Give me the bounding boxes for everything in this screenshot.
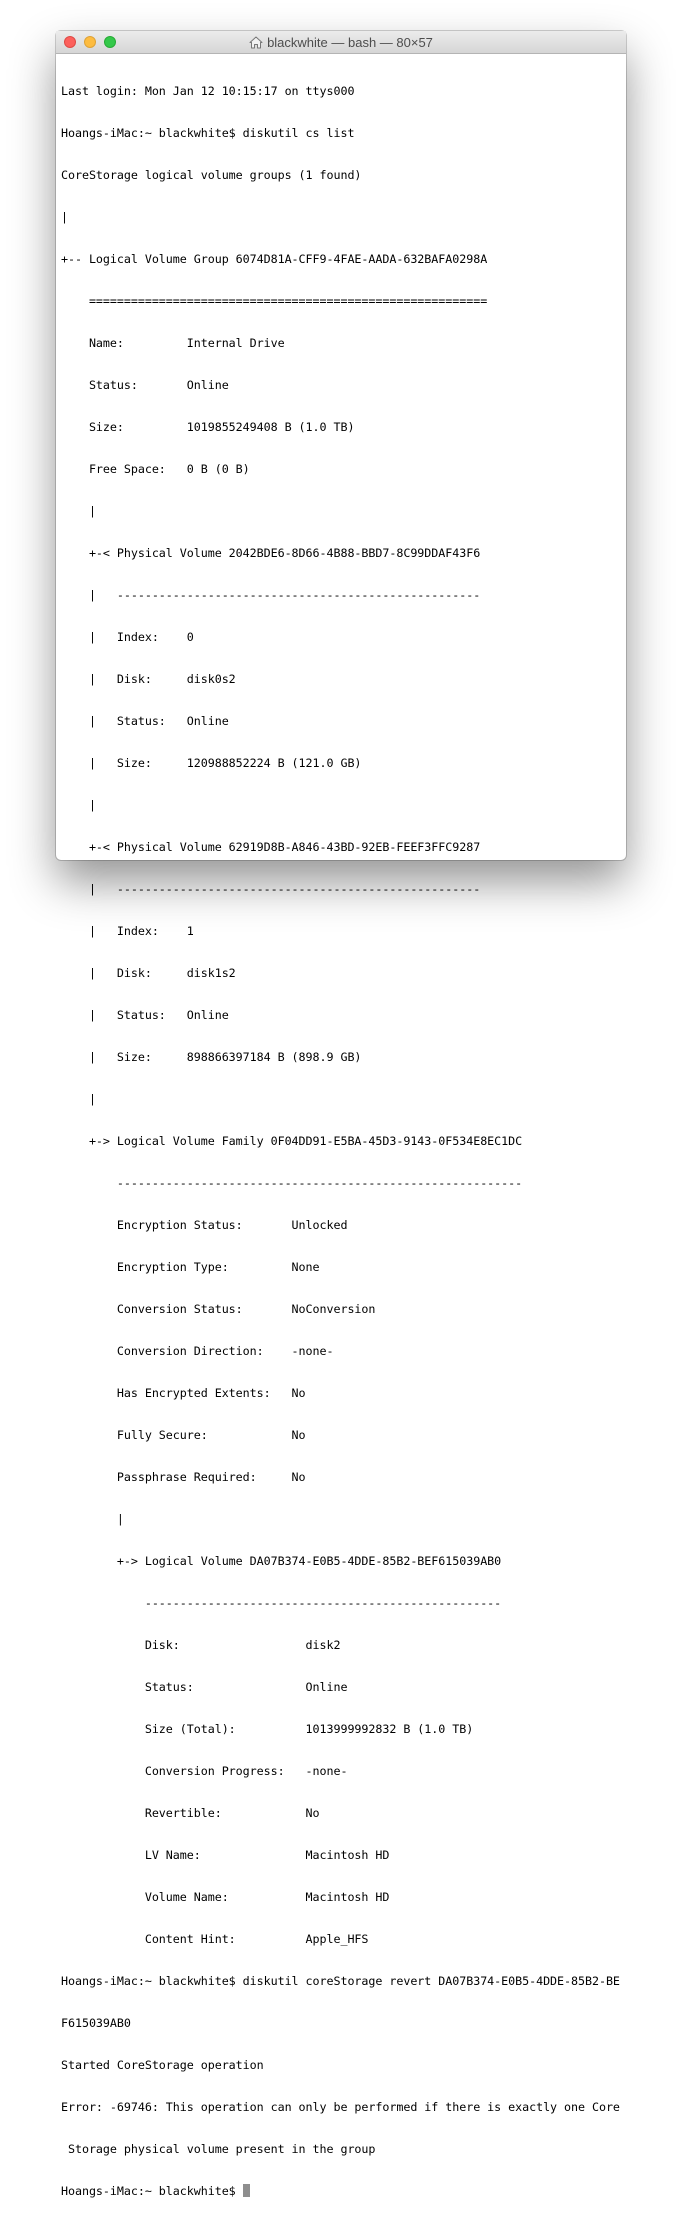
terminal-line: ========================================================= (61, 294, 488, 308)
terminal-line: Content Hint: Apple_HFS (61, 1932, 369, 1946)
terminal-line: | Size: 120988852224 B (121.0 GB) (61, 756, 362, 770)
terminal-line: Status: Online (61, 378, 229, 392)
terminal-line: +-< Physical Volume 2042BDE6-8D66-4B88-BBD7-8C99DDAF43F6 (61, 546, 481, 560)
terminal-line: | (61, 1092, 96, 1106)
terminal-line: Conversion Status: NoConversion (61, 1302, 376, 1316)
terminal-line: Conversion Progress: -none- (61, 1764, 348, 1778)
terminal-line: | (61, 504, 96, 518)
terminal-line: | Disk: disk1s2 (61, 966, 236, 980)
prompt-line[interactable] (61, 2184, 622, 2198)
terminal-line: Hoangs-iMac:~ blackwhite$ diskutil coreStorage revert DA07B374-E0B5-4DDE-85B2-BE (61, 1974, 620, 1988)
terminal-line: | ---------------------------------------------------- (61, 882, 481, 896)
terminal-line: Encryption Type: None (61, 1260, 320, 1274)
terminal-line: F615039AB0 (61, 2016, 131, 2030)
terminal-line: Hoangs-iMac:~ blackwhite$ diskutil cs list (61, 126, 355, 140)
terminal-line: | Status: Online (61, 1008, 229, 1022)
window-title: blackwhite — bash — 80×57 (267, 34, 433, 50)
terminal-line: Volume Name: Macintosh HD (61, 1890, 390, 1904)
terminal-line: +-< Physical Volume 62919D8B-A846-43BD-92EB-FEEF3FFC9287 (61, 840, 481, 854)
terminal-line: | Disk: disk0s2 (61, 672, 236, 686)
shell-prompt: Hoangs-iMac:~ blackwhite$ (61, 2184, 243, 2198)
terminal-line: Has Encrypted Extents: No (61, 1386, 306, 1400)
terminal-line: Revertible: No (61, 1806, 320, 1820)
terminal-line: Size: 1019855249408 B (1.0 TB) (61, 420, 355, 434)
window-title-container (56, 31, 626, 53)
terminal-line: Status: Online (61, 1680, 348, 1694)
terminal-line: Encryption Status: Unlocked (61, 1218, 348, 1232)
terminal-line: Passphrase Required: No (61, 1470, 306, 1484)
terminal-line: Last login: Mon Jan 12 10:15:17 on ttys000 (61, 84, 355, 98)
terminal-line: | (61, 1512, 124, 1526)
terminal-line: CoreStorage logical volume groups (1 found) (61, 168, 362, 182)
text-cursor (243, 2184, 250, 2197)
terminal-line: | Index: 0 (61, 630, 194, 644)
terminal-line: Fully Secure: No (61, 1428, 306, 1442)
terminal-line: --------------------------------------------------- (61, 1596, 502, 1610)
terminal-line: Conversion Direction: -none- (61, 1344, 334, 1358)
terminal-line: Started CoreStorage operation (61, 2058, 264, 2072)
terminal-window (56, 31, 626, 2198)
terminal-line: | Status: Online (61, 714, 229, 728)
terminal-line: | (61, 798, 96, 812)
terminal-output[interactable] (61, 56, 622, 2198)
terminal-line: | (61, 210, 68, 224)
terminal-line: ---------------------------------------------------------- (61, 1176, 523, 1190)
terminal-line: | Size: 898866397184 B (898.9 GB) (61, 1050, 362, 1064)
terminal-line: Name: Internal Drive (61, 336, 285, 350)
terminal-line: Disk: disk2 (61, 1638, 341, 1652)
terminal-line: Size (Total): 1013999992832 B (1.0 TB) (61, 1722, 474, 1736)
home-icon (249, 36, 263, 49)
terminal-line: Storage physical volume present in the group (61, 2142, 376, 2156)
terminal-line: | Index: 1 (61, 924, 194, 938)
terminal-line: LV Name: Macintosh HD (61, 1848, 390, 1862)
terminal-line: +-> Logical Volume DA07B374-E0B5-4DDE-85B2-BEF615039AB0 (61, 1554, 502, 1568)
terminal-line: +-> Logical Volume Family 0F04DD91-E5BA-45D3-9143-0F534E8EC1DC (61, 1134, 523, 1148)
terminal-line: | ---------------------------------------------------- (61, 588, 481, 602)
terminal-line: Error: -69746: This operation can only be performed if there is exactly one Core (61, 2100, 620, 2114)
terminal-line: Free Space: 0 B (0 B) (61, 462, 250, 476)
terminal-line: +-- Logical Volume Group 6074D81A-CFF9-4FAE-AADA-632BAFA0298A (61, 252, 488, 266)
title-bar[interactable] (56, 31, 626, 54)
